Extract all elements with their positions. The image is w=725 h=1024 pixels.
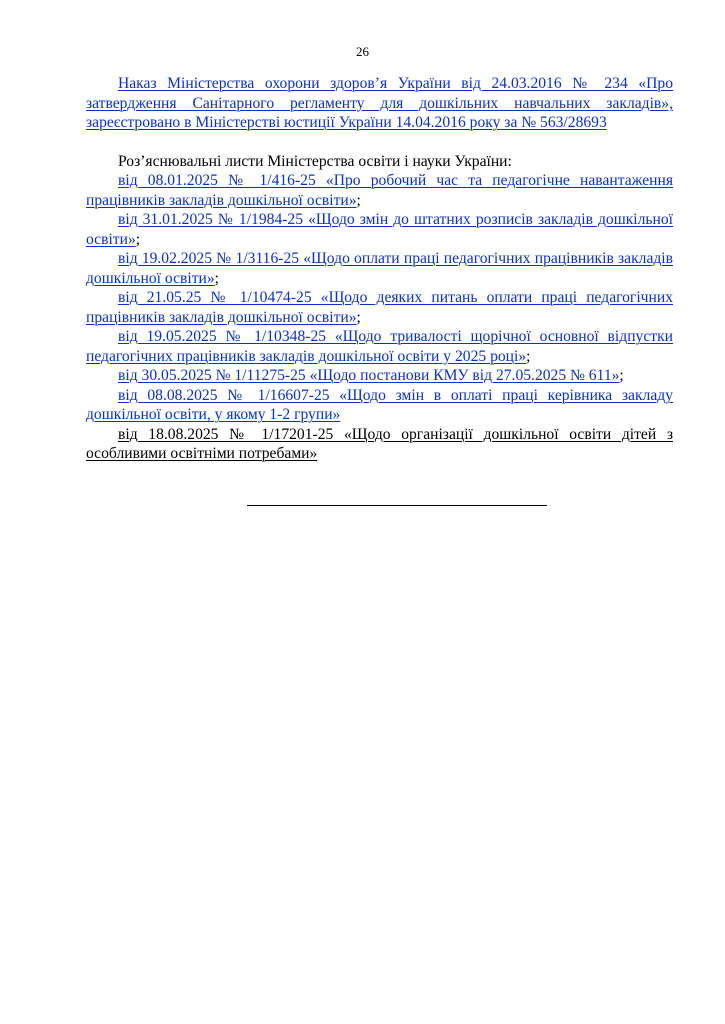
letter-link[interactable]: від 19.05.2025 № 1/10348-25 «Щодо тривалості щорічної основної відпустки педагогічних працівників закладів дошкільної освіти у 2025 році» xyxy=(86,328,673,365)
letters-section xyxy=(86,152,673,464)
letter-suffix: ; xyxy=(214,269,220,287)
letter-item xyxy=(86,288,673,327)
letter-item xyxy=(86,366,673,386)
letter-suffix: ; xyxy=(135,230,141,248)
letter-item xyxy=(86,171,673,210)
order-reference xyxy=(86,74,673,133)
letter-item xyxy=(86,327,673,366)
document-body xyxy=(86,74,673,464)
end-divider xyxy=(247,505,547,506)
letter-link[interactable]: від 08.08.2025 № 1/16607-25 «Щодо змін в оплаті праці керівника закладу дошкільної освіти, у якому 1-2 групи» xyxy=(86,386,673,423)
letter-link[interactable]: від 19.02.2025 № 1/3116-25 «Щодо оплати праці педагогічних працівників закладів дошкільної освіти» xyxy=(86,250,673,287)
letter-item xyxy=(86,210,673,249)
letters-heading: Роз’яснювальні листи Міністерства освіти і науки України: xyxy=(118,152,512,170)
letter-link[interactable]: від 30.05.2025 № 1/11275-25 «Щодо постанови КМУ від 27.05.2025 № 611» xyxy=(118,367,620,384)
letter-item xyxy=(86,386,673,425)
letter-link[interactable]: від 21.05.25 № 1/10474-25 «Щодо деяких питань оплати праці педагогічних працівників закладів дошкільної освіти» xyxy=(86,289,673,326)
letter-item xyxy=(86,425,673,464)
letter-suffix: ; xyxy=(356,191,361,209)
letter-suffix: ; xyxy=(526,347,531,365)
spacer xyxy=(118,133,673,152)
letter-link[interactable]: від 31.01.2025 № 1/1984-25 «Щодо змін до штатних розписів закладів дошкільної освіти» xyxy=(86,211,673,248)
order-paragraph xyxy=(86,74,673,133)
letter-suffix: ; xyxy=(356,308,361,326)
page-number: 26 xyxy=(356,44,369,59)
order-link[interactable]: Наказ Міністерства охорони здоров’я України від 24.03.2016 № 234 «Про затвердження Санітарного регламенту для дошкільних навчальних закладів», зареєстровано в Міністерстві юстиції України 14.04.2016 року за № 563/28693 xyxy=(86,75,673,131)
letter-link[interactable]: від 18.08.2025 № 1/17201-25 «Щодо організації дошкільної освіти дітей з особливими освітніми потребами» xyxy=(86,425,673,462)
letter-item xyxy=(86,249,673,288)
letter-link[interactable]: від 08.01.2025 № 1/416-25 «Про робочий час та педагогічне навантаження працівників закладів дошкільної освіти» xyxy=(86,172,673,209)
letter-suffix: ; xyxy=(619,367,624,384)
